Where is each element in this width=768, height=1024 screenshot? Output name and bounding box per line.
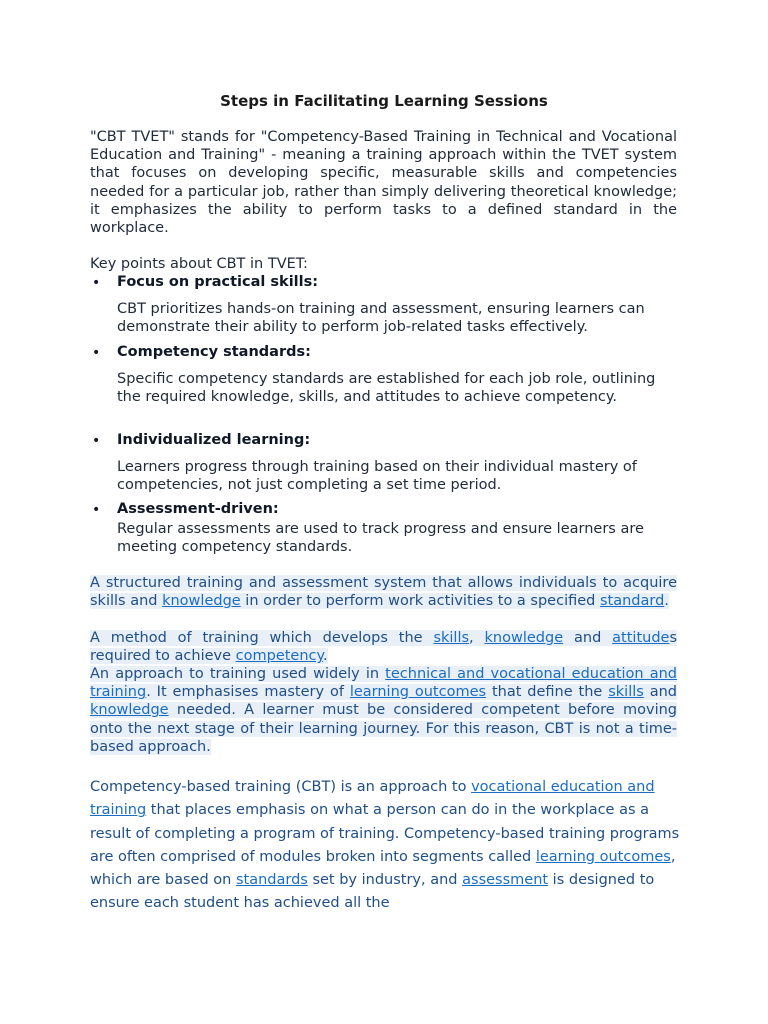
bullet-title: Assessment-driven:: [117, 501, 279, 517]
intro-paragraph: "CBT TVET" stands for "Competency-Based Training in Technical and Vocational Education and Training" - meaning a training approach within the TVET system that focuses on developing specific, measurable skills and competencies needed for a particular job, rather than simply delivering theoretical knowledge; it emphasizes the ability to perform tasks to a defined standard in the workplace.: [90, 129, 677, 237]
cbt-paragraph: Competency-based training (CBT) is an approach to vocational education and training that places emphasis on what a person can do in the workplace as a result of completing a program of training. Competency-based training programs are often comprised of modules broken into segments called learning outcomes, which are based on standards set by industry, and assessment is designed to ensure each student has achieved all the: [90, 779, 680, 912]
link-attitude[interactable]: attitude: [612, 630, 670, 646]
bullet-icon: •: [92, 502, 101, 518]
bullet-body: CBT prioritizes hands-on training and assessment, ensuring learners can demonstrate their ability to perform job-related tasks effectively.: [117, 301, 645, 335]
link-skills[interactable]: skills: [433, 630, 470, 646]
definition-3: An approach to training used widely in technical and vocational education and training. It emphasises mastery of learning outcomes that define the skills and knowledge needed. A learner must be considered competent before moving onto the next stage of their learning journey. For this reason, CBT is not a time-based approach.: [90, 666, 677, 755]
link-knowledge[interactable]: knowledge: [484, 630, 564, 646]
link-competency[interactable]: competency: [235, 648, 324, 665]
link-learning-outcomes[interactable]: learning outcomes: [535, 848, 671, 865]
bullet-body: Regular assessments are used to track progress and ensure learners are meeting competency standards.: [117, 521, 644, 555]
bullet-icon: •: [92, 275, 101, 291]
key-points-label: Key points about CBT in TVET:: [90, 256, 308, 272]
link-vet[interactable]: vocational education and training: [90, 779, 655, 819]
link-tvet[interactable]: technical and vocational education and training: [90, 666, 677, 701]
link-assessment[interactable]: assessment: [462, 872, 549, 889]
page-title: Steps in Facilitating Learning Sessions: [220, 92, 548, 110]
bullet-body: Specific competency standards are established for each job role, outlining the required knowledge, skills, and attitudes to achieve competency.: [117, 371, 656, 405]
link-learning-outcomes[interactable]: learning outcomes: [349, 684, 487, 701]
bullet-icon: •: [92, 433, 101, 449]
bullet-title: Competency standards:: [117, 344, 311, 360]
definition-2: A method of training which develops the skills, knowledge and attitudes required to achieve competency.: [90, 630, 678, 665]
bullet-title: Focus on practical skills:: [117, 274, 319, 290]
link-knowledge[interactable]: knowledge: [90, 702, 169, 719]
link-knowledge[interactable]: knowledge: [162, 593, 241, 610]
bullet-icon: •: [92, 345, 101, 361]
definition-1: A structured training and assessment system that allows individuals to acquire skills and knowledge in order to perform work activities to a specified standard.: [90, 575, 677, 610]
link-skills[interactable]: skills: [608, 684, 644, 701]
link-standard[interactable]: standard: [599, 593, 665, 610]
bullet-body: Learners progress through training based on their individual mastery of competencies, not just completing a set time period.: [117, 459, 637, 493]
link-standards[interactable]: standards: [235, 872, 308, 889]
bullet-title: Individualized learning:: [117, 432, 311, 448]
